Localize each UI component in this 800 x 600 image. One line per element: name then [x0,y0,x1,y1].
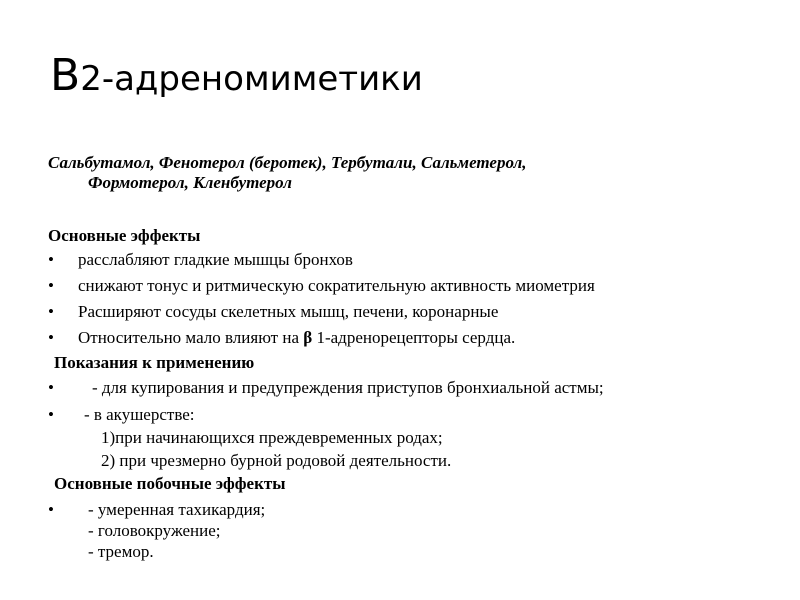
indications-item-text: - в акушерстве: [83,405,195,424]
drug-list-line-1: Сальбутамол, Фенотерол (беротек), Тербутали, Сальметерол, [48,153,527,172]
beta-symbol: β [303,328,313,347]
effects-item-text: расслабляют гладкие мышцы бронхов [78,250,353,269]
bullet-icon: • [48,500,54,519]
side-effects-item: - головокружение; [88,521,221,540]
title-text: 2-адреномиметики [80,59,423,99]
indications-subitem: 2) при чрезмерно бурной родовой деятельности. [101,451,452,470]
title-letter: B [50,50,81,101]
slide-title [50,50,423,101]
bullet-icon: • [48,276,54,295]
bullet-icon: • [48,328,54,347]
side-effects-item: - умеренная тахикардия; [88,500,266,519]
indications-item [48,405,195,425]
drug-list [48,153,748,193]
effects-item [48,276,595,302]
effects-item-text: Расширяют сосуды скелетных мышц, печени, коронарные [78,302,499,321]
effects-item [48,250,595,276]
effects-item [48,302,595,328]
indications-item-text: - для купирования и предупреждения приступов бронхиальной астмы; [91,378,604,397]
effects-item-text-after: 1-адренорецепторы сердца. [312,328,516,347]
effects-item [48,328,595,354]
bullet-icon: • [48,250,54,269]
effects-heading: Основные эффекты [48,226,201,245]
bullet-icon: • [48,405,54,424]
effects-item-text: снижают тонус и ритмическую сократительную активность миометрия [78,276,595,295]
effects-item-text-before: Относительно мало влияют на [78,328,304,347]
effects-list [48,250,595,354]
side-effects-heading: Основные побочные эффекты [54,474,286,493]
indications-subitem: 1)при начинающихся преждевременных родах; [101,428,443,447]
bullet-icon: • [48,302,54,321]
bullet-icon: • [48,378,54,397]
drug-list-line-2: Формотерол, Кленбутерол [88,173,292,192]
side-effects-item: - тремор. [88,542,154,561]
indications-item [48,378,604,398]
indications-heading: Показания к применению [54,353,255,372]
